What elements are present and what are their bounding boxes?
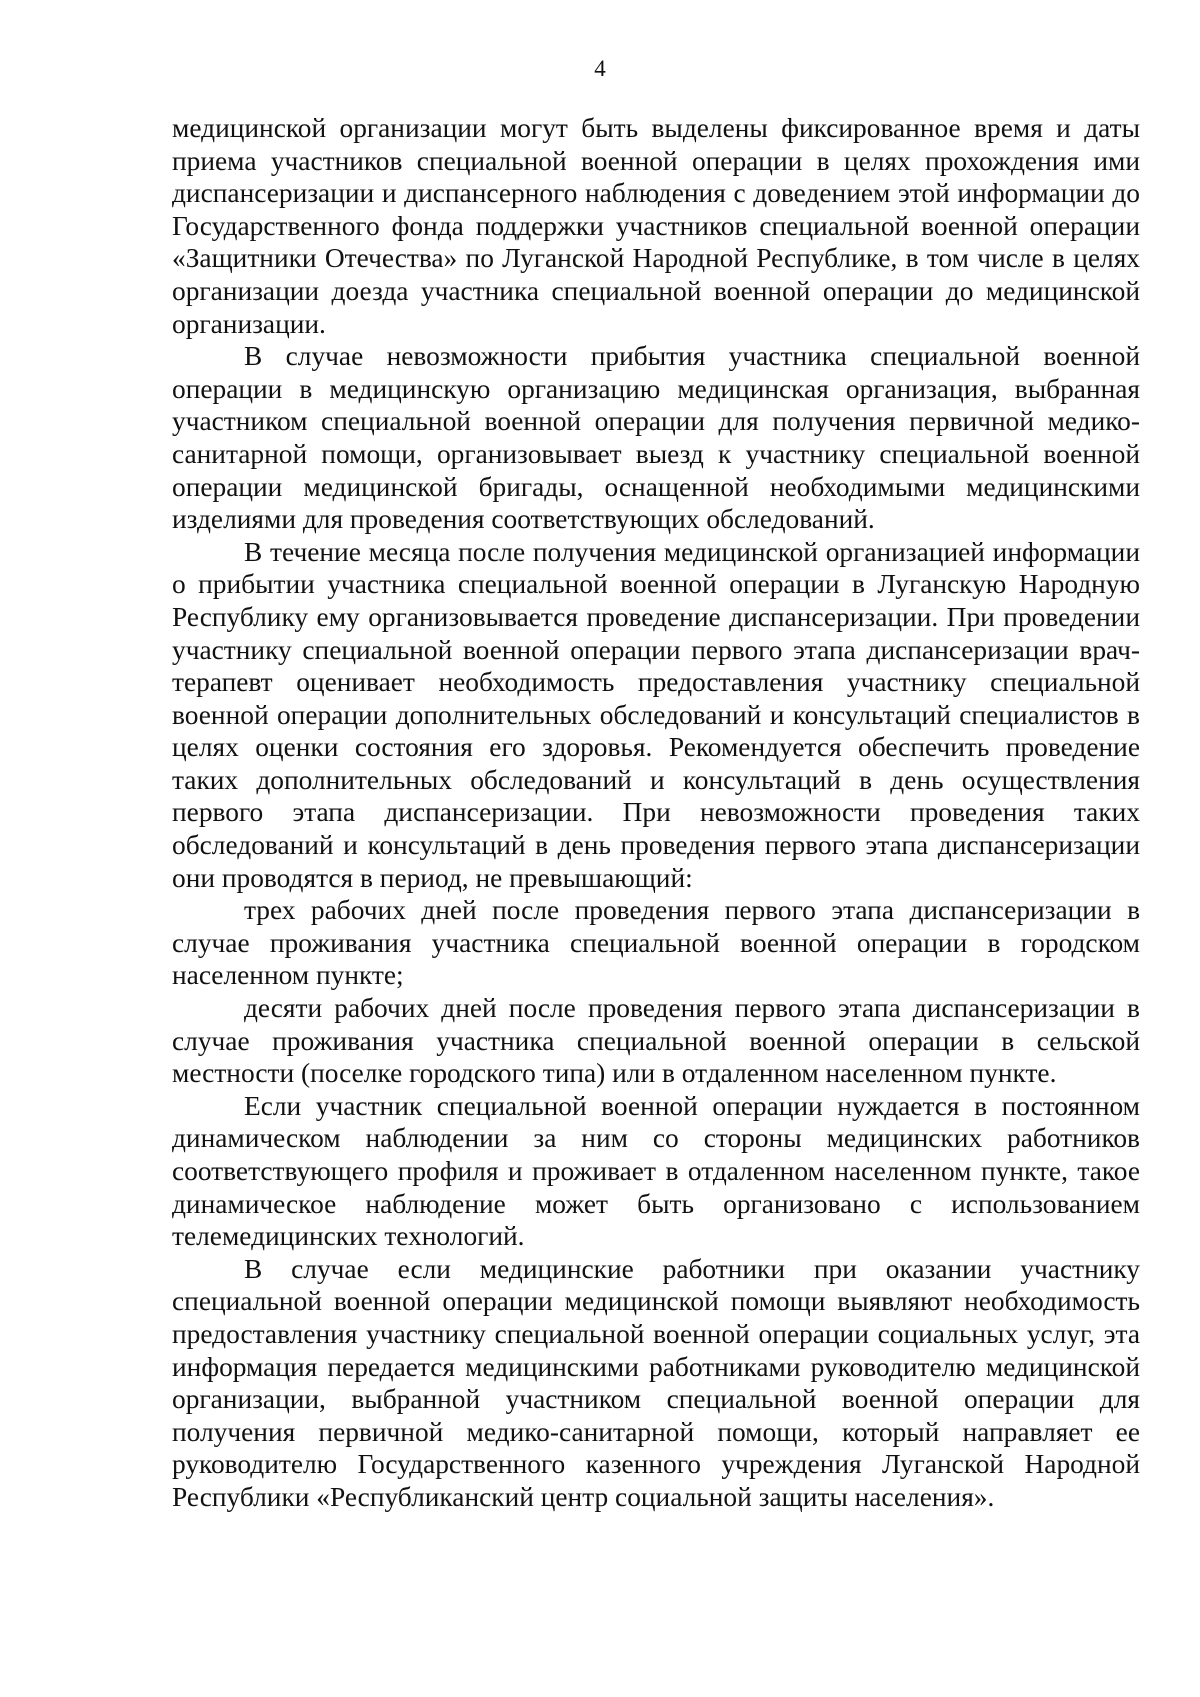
paragraph-rural-term: десяти рабочих дней после проведения первого этапа диспансеризации в случае проживания участника специальной военной операции в сельской местности (поселке городского типа) или в отдаленном населенном пункте. xyxy=(172,993,1140,1089)
paragraph-telemedicine: Если участник специальной военной операции нуждается в постоянном динамическом наблюдении за ним со стороны медицинских работников соответствующего профиля и проживает в отдаленном населенном пункте, такое динамическое наблюдение может быть организовано с использованием телемедицинских технологий. xyxy=(172,1090,1140,1252)
paragraph-continuation: медицинской организации могут быть выделены фиксированное время и даты приема участников специальной военной операции в целях прохождения ими диспансеризации и диспансерного наблюдения с доведением этой информации до Государственного фонда поддержки участников специальной военной операции «Защитники Отечества» по Луганской Народной Республике, в том числе в целях организации доезда участника специальной военной операции до медицинской организации. xyxy=(172,113,1140,339)
paragraph-social-services: В случае если медицинские работники при оказании участнику специальной военной операции медицинской помощи выявляют необходимость предоставления участнику специальной военной операции социальных услуг, эта информация передается медицинскими работниками руководителю медицинской организации, выбранной участником специальной военной операции для получения первичной медико-санитарной помощи, который направляет ее руководителю Государственного казенного учреждения Луганской Народной Республики «Республиканский центр социальной защиты населения». xyxy=(172,1253,1140,1512)
document-body xyxy=(172,112,1140,1514)
paragraph-dispensarization: В течение месяца после получения медицинской организацией информации о прибытии участника специальной военной операции в Луганскую Народную Республику ему организовывается проведение диспансеризации. При проведении участнику специальной военной операции первого этапа диспансеризации врач-терапевт оценивает необходимость предоставления участнику специальной военной операции дополнительных обследований и консультаций специалистов в целях оценки состояния его здоровья. Рекомендуется обеспечить проведение таких дополнительных обследований и консультаций в день осуществления первого этапа диспансеризации. При невозможности проведения таких обследований и консультаций в день проведения первого этапа диспансеризации они проводятся в период, не превышающий: xyxy=(172,536,1140,893)
paragraph-field-visit: В случае невозможности прибытия участника специальной военной операции в медицинскую организацию медицинская организация, выбранная участником специальной военной операции для получения первичной медико-санитарной помощи, организовывает выезд к участнику специальной военной операции медицинской бригады, оснащенной необходимыми медицинскими изделиями для проведения соответствующих обследований. xyxy=(172,341,1140,535)
page-number: 4 xyxy=(594,56,606,81)
paragraph-urban-term: трех рабочих дней после проведения первого этапа диспансеризации в случае проживания участника специальной военной операции в городском населенном пункте; xyxy=(172,895,1140,991)
